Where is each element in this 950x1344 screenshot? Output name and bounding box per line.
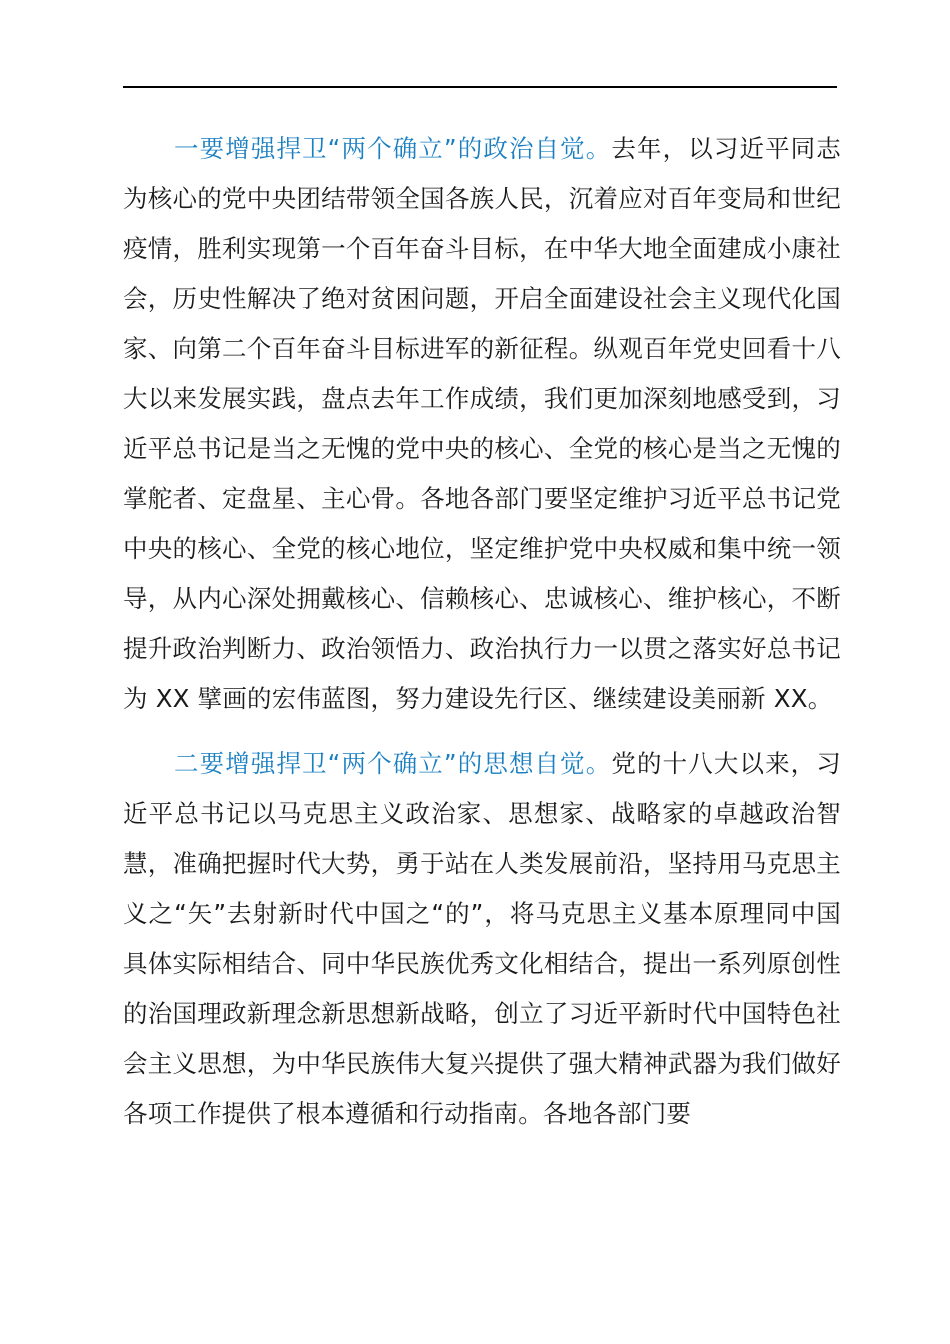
paragraph-body-text: 去年，以习近平同志为核心的党中央团结带领全国各族人民，沉着应对百年变局和世纪疫情，胜利实现第一个百年奋斗目标，在中华大地全面建成小康社会，历史性解决了绝对贫困问题，开启全面建设社会主义现代化国家、向第二个百年奋斗目标进军的新征程。纵观百年党史回看十八大以来发展实践，盘点去年工作成绩，我们更加深刻地感受到，习近平总书记是当之无愧的党中央的核心、全党的核心是当之无愧的掌舵者、定盘星、主心骨。各地各部门要坚定维护习近平总书记党中央的核心、全党的核心地位，坚定维护党中央权威和集中统一领导，从内心深处拥戴核心、信赖核心、忠诚核心、维护核心，不断提升政治判断力、政治领悟力、政治执行力一以贯之落实好总书记为 XX 擘画的宏伟蓝图，努力建设先行区、继续建设美丽新 XX。 [123,134,841,713]
paragraph-lead-heading: 一要增强捍卫“两个确立”的政治自觉。 [174,134,612,163]
document-body [123,124,841,1139]
paragraph-political-consciousness [123,124,841,724]
paragraph-body-text: 党的十八大以来，习近平总书记以马克思主义政治家、思想家、战略家的卓越政治智慧，准确把握时代大势，勇于站在人类发展前沿，坚持用马克思主义之“矢”去射新时代中国之“的”，将马克思主义基本原理同中国具体实际相结合、同中华民族优秀文化相结合，提出一系列原创性的治国理政新理念新思想新战略，创立了习近平新时代中国特色社会主义思想，为中华民族伟大复兴提供了强大精神武器为我们做好各项工作提供了根本遵循和行动指南。各地各部门要 [123,749,841,1128]
paragraph-ideological-consciousness [123,739,841,1139]
paragraph-lead-heading: 二要增强捍卫“两个确立”的思想自觉。 [174,749,612,778]
header-rule [123,86,837,88]
